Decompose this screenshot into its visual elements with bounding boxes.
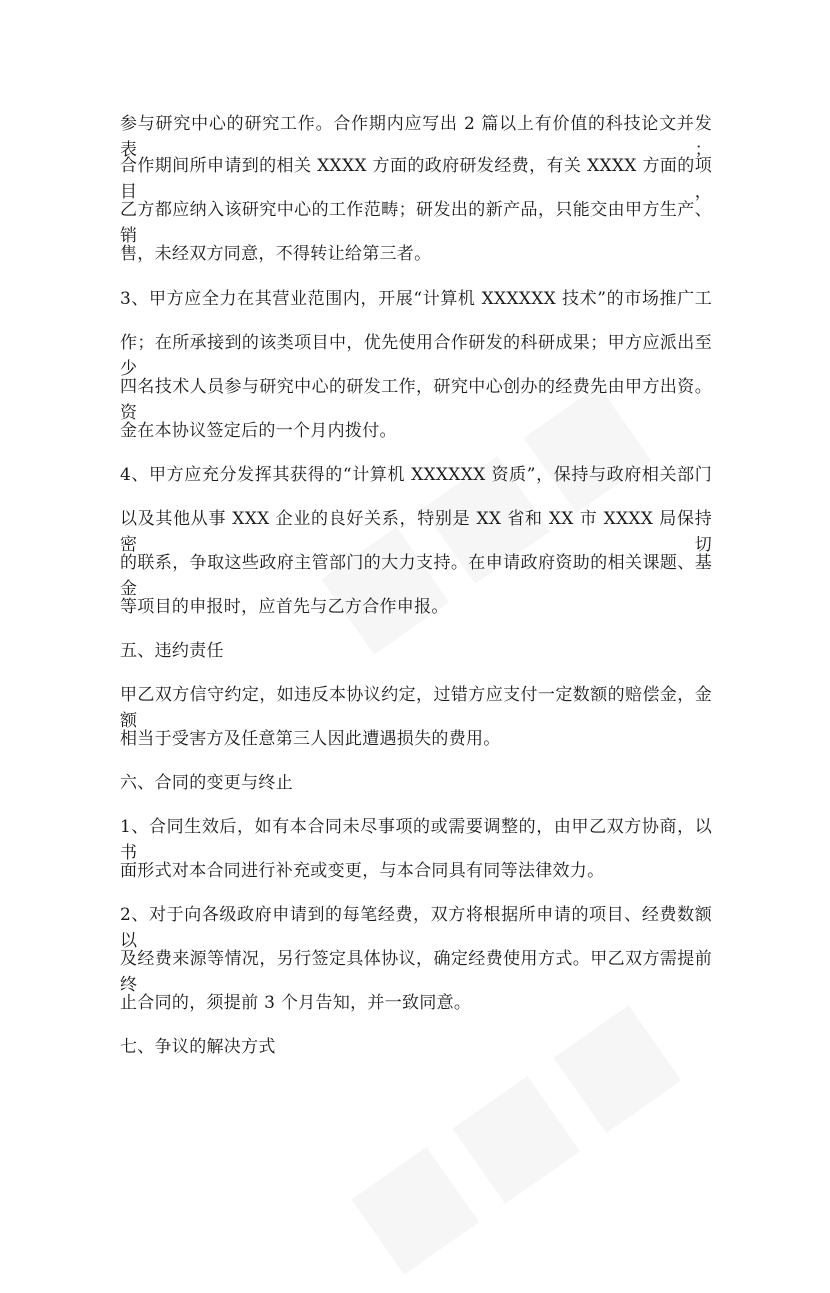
- body-line: 作；在所承接到的该类项目中，优先使用合作研发的科研成果；甲方应派出至少: [120, 333, 712, 379]
- body-line: 金在本协议签定后的一个月内拨付。: [120, 421, 397, 441]
- body-line: 甲乙双方信守约定，如违反本协议约定，过错方应支付一定数额的赔偿金，金额: [120, 685, 712, 731]
- body-line: 1、合同生效后，如有本合同未尽事项的或需要调整的，由甲乙双方协商，以书: [120, 817, 712, 863]
- body-line: 相当于受害方及任意第三人因此遭遇损失的费用。: [120, 729, 501, 749]
- section-heading: 六、合同的变更与终止: [120, 773, 293, 793]
- body-line: 四名技术人员参与研究中心的研发工作，研究中心创办的经费先由甲方出资。资: [120, 377, 712, 423]
- body-line: 及经费来源等情况，另行签定具体协议，确定经费使用方式。甲乙双方需提前终: [120, 949, 712, 995]
- body-line: 面形式对本合同进行补充或变更，与本合同具有同等法律效力。: [120, 861, 605, 881]
- body-line: 3、甲方应全力在其营业范围内，开展“计算机 XXXXXX 技术”的市场推广工: [120, 289, 712, 309]
- body-line: 乙方都应纳入该研究中心的工作范畴；研发出的新产品，只能交由甲方生产、销: [120, 200, 712, 246]
- body-line: 以及其他从事 XXX 企业的良好关系，特别是 XX 省和 XX 市 XXXX 局保持密切: [120, 509, 712, 555]
- section-heading: 五、违约责任: [120, 641, 224, 661]
- body-line: 4、甲方应充分发挥其获得的“计算机 XXXXXX 资质”，保持与政府相关部门: [120, 465, 712, 485]
- body-line: 等项目的申报时，应首先与乙方合作申报。: [120, 597, 449, 617]
- section-heading: 七、争议的解决方式: [120, 1037, 276, 1057]
- body-line: 的联系，争取这些政府主管部门的大力支持。在申请政府资助的相关课题、基金: [120, 553, 712, 599]
- body-line: 合作期间所申请到的相关 XXXX 方面的政府研发经费，有关 XXXX 方面的项目，: [120, 156, 712, 202]
- body-line: 参与研究中心的研究工作。合作期内应写出 2 篇以上有价值的科技论文并发表；: [120, 114, 712, 160]
- body-line: 止合同的，须提前 3 个月告知，并一致同意。: [120, 993, 472, 1013]
- body-line: 2、对于向各级政府申请到的每笔经费，双方将根据所申请的项目、经费数额以: [120, 905, 712, 951]
- body-line: 售，未经双方同意，不得转让给第三者。: [120, 244, 432, 264]
